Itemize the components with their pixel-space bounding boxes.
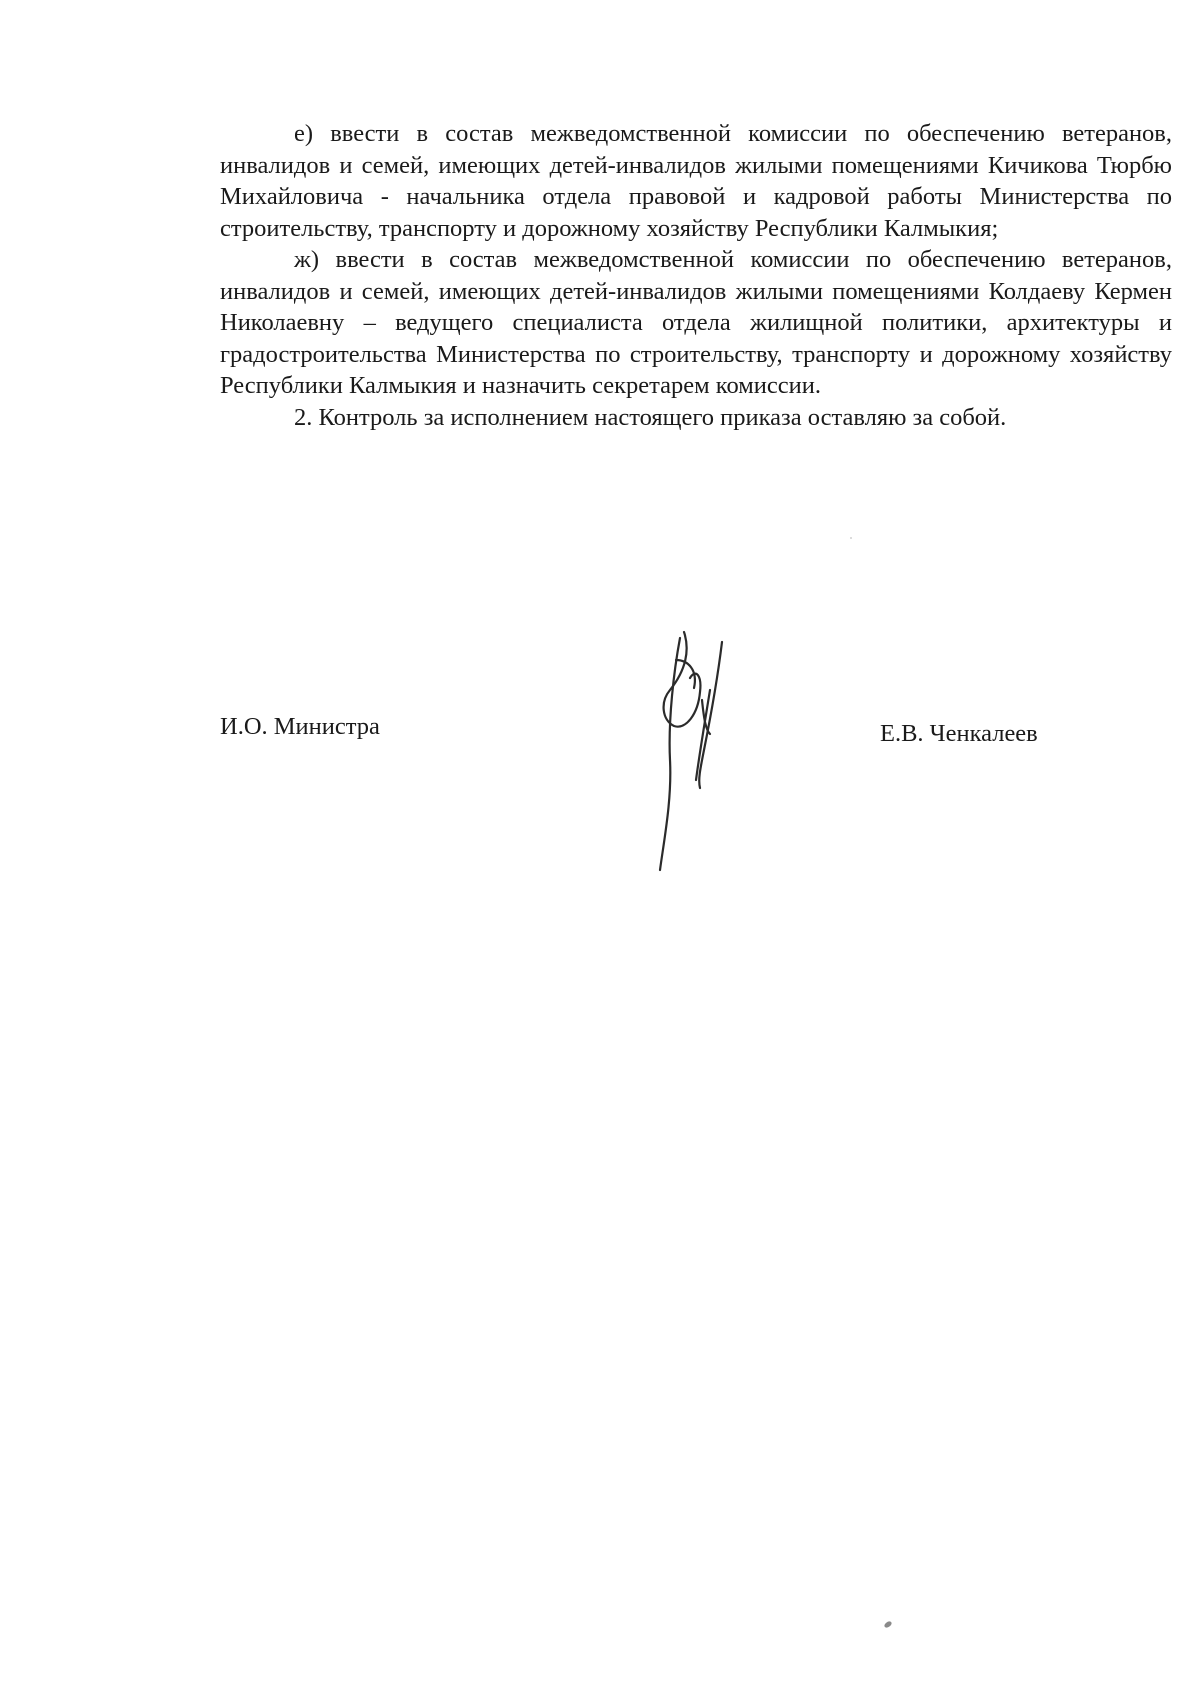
signer-position-title: И.О. Министра	[220, 713, 380, 740]
handwritten-signature	[640, 630, 740, 875]
signer-name: Е.В. Ченкалеев	[880, 720, 1038, 747]
paragraph-item-zh: ж) ввести в состав межведомственной комиссии по обеспечению ветеранов, инвалидов и семей, имеющих детей-инвалидов жилыми помещениями Колдаеву Кермен Николаевну – ведущего специалиста отдела жилищной политики, архитектуры и градостроительства Министерства по строительству, транспорту и дорожному хозяйству Республики Калмыкия и назначить секретарем комиссии.	[220, 246, 1172, 399]
scan-artifact-speck	[883, 1620, 892, 1629]
paragraph-control-clause: 2. Контроль за исполнением настоящего приказа оставляю за собой.	[294, 403, 1007, 431]
scan-artifact-dot	[850, 537, 852, 539]
document-body	[220, 118, 1172, 433]
paragraph-item-e: е) ввести в состав межведомственной комиссии по обеспечению ветеранов, инвалидов и семей, имеющих детей-инвалидов жилыми помещениями Кичикова Тюрбю Михайловича - начальника отдела правовой и кадровой работы Министерства по строительству, транспорту и дорожному хозяйству Республики Калмыкия;	[220, 120, 1172, 242]
